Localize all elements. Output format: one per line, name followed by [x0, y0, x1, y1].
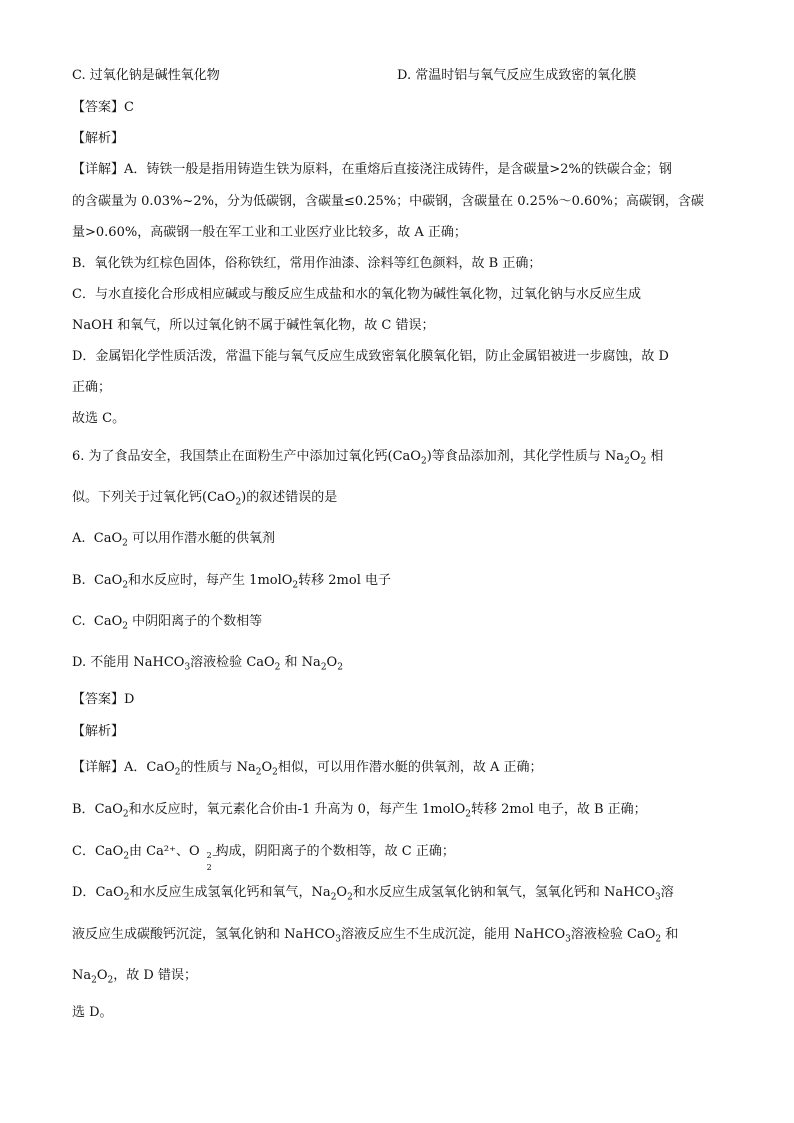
q6-detail-a: 【详解】A．CaO$_2$的性质与 $Na_2O_2$相似，可以用作潜水艇的供氧剂，故 A 正确；	[72, 760, 543, 778]
q6-stem-line-1: 6. 为了食品安全，我国禁止在面粉生产中添加过氧化钙(CaO$_2$)等食品添加剂，其化学性质与 $Na_2O_2$ 相	[72, 449, 664, 467]
q6-stem-line-2: 似。下列关于过氧化钙(CaO$_2$)的叙述错误的是	[72, 490, 338, 508]
q6-detail-d-line-1: D．CaO$_2$和水反应生成氢氧化钙和氧气，$Na_2O_2$和水反应生成氢氧化钠和氧气，氢氧化钙和 NaHCO$_3$溶	[72, 885, 674, 903]
q6-detail-c: C．CaO$_2$由 Ca²⁺、O 2− 2 构成，阴阳离子的个数相等，故 C 正确；	[72, 844, 455, 872]
q5-detail-line: 【详解】A．铸铁一般是指用铸造生铁为原料，在重熔后直接浇注成铸件，是含碳量>2%的铁碳合金；钢	[72, 162, 672, 177]
q6-option-a: A. CaO$_2$ 可以用作潜水艇的供氧剂	[72, 531, 276, 549]
q6-final: 选 D。	[72, 1005, 113, 1020]
q5-analysis-heading: 【解析】	[72, 131, 125, 146]
q6-answer: 【答案】D	[72, 692, 135, 707]
q5-detail-line: 故选 C。	[72, 411, 126, 426]
q6-detail-b: B．CaO$_2$和水反应时，氧元素化合价由-1 升高为 0，每产生 1molO$_2$转移 2mol 电子，故 B 正确；	[72, 802, 647, 820]
q6-detail-d-line-2: 液反应生成碳酸钙沉淀，氢氧化钠和 NaHCO$_3$溶液反应生不生成沉淀，能用 NaHCO$_3$溶液检验 CaO$_2$ 和	[72, 927, 679, 945]
q5-detail-line: C．与水直接化合形成相应碱或与酸反应生成盐和水的氧化物为碱性氧化物，过氧化钠与水反应生成	[72, 287, 641, 302]
q6-detail-d-line-3: $Na_2O_2$，故 D 错误；	[72, 968, 197, 986]
q5-detail-line: NaOH 和氧气，所以过氧化钠不属于碱性氧化物，故 C 错误；	[72, 318, 435, 333]
q5-detail-line: B．氧化铁为红棕色固体，俗称铁红，常用作油漆、涂料等红色颜料，故 B 正确；	[72, 256, 542, 271]
q5-detail-line: 量>0.60%，高碳钢一般在军工业和工业医疗业比较多，故 A 正确；	[72, 225, 467, 240]
q6-analysis-heading: 【解析】	[72, 724, 125, 739]
q5-detail-line: D．金属铝化学性质活泼，常温下能与氧气反应生成致密氧化膜氧化铝，防止金属铝被进一步腐蚀，故 D	[72, 349, 669, 364]
q5-detail-line: 的含碳量为 0.03%~2%，分为低碳钢，含碳量≤0.25%；中碳钢，含碳量在 0.25%～0.60%；高碳钢，含碳	[72, 194, 704, 209]
q5-option-c: C. 过氧化钠是碱性氧化物	[72, 68, 220, 83]
q6-option-d: D. 不能用 NaHCO$_3$溶液检验 CaO$_2$ 和 $Na_2O_2$	[72, 655, 343, 673]
q5-option-d: D. 常温时铝与氧气反应生成致密的氧化膜	[397, 68, 637, 83]
q5-detail-line: 正确；	[72, 380, 112, 395]
q5-answer: 【答案】C	[72, 100, 134, 115]
q6-option-b: B. CaO$_2$和水反应时，每产生 1molO$_2$转移 2mol 电子	[72, 573, 392, 591]
q6-option-c: C. CaO$_2$ 中阴阳离子的个数相等	[72, 614, 263, 632]
